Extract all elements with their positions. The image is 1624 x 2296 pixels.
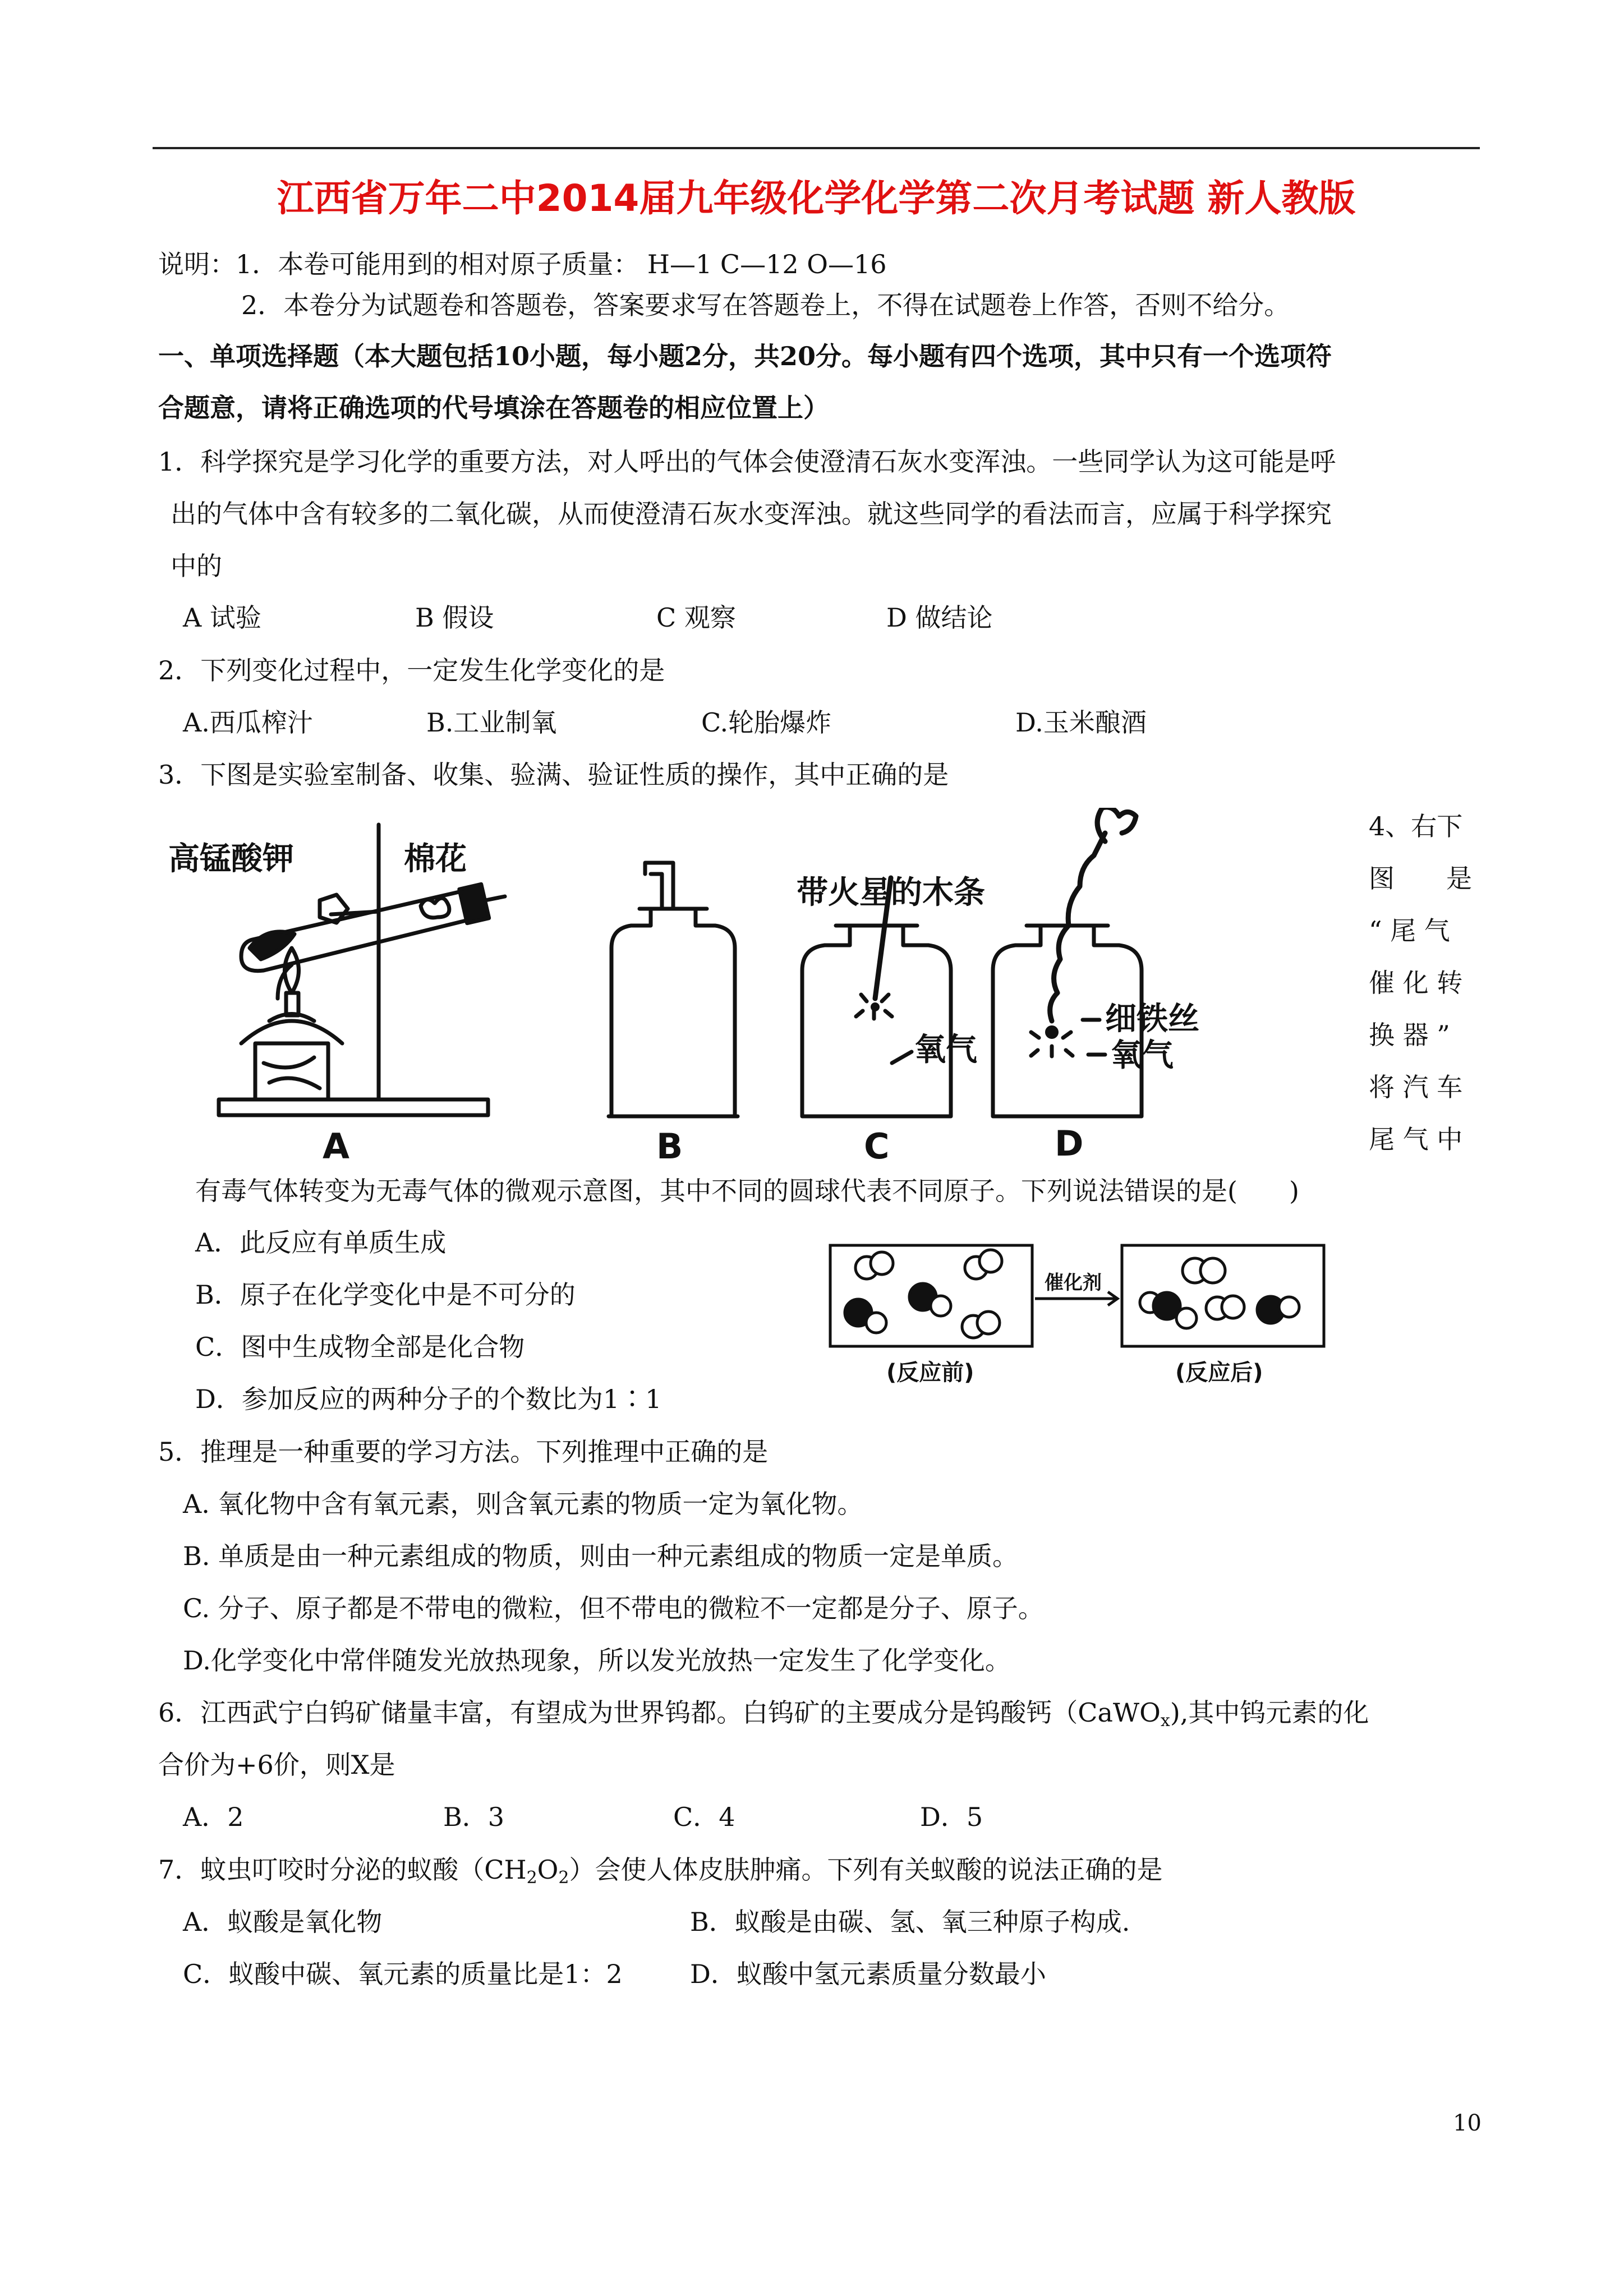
- q6-option-a: A．2: [183, 1802, 244, 1832]
- label-letter-c: C: [864, 1126, 890, 1167]
- q5-stem: 5．推理是一种重要的学习方法。下列推理中正确的是: [158, 1437, 769, 1467]
- q7-option-c: C．蚁酸中碳、氧元素的质量比是1：2: [183, 1959, 623, 1989]
- q3-apparatus-figure: [157, 808, 1346, 1167]
- q5-option-a: A. 氧化物中含有氧元素，则含氧元素的物质一定为氧化物。: [183, 1489, 863, 1519]
- burning-spark: [1045, 1025, 1059, 1039]
- q6-option-b: B．3: [443, 1802, 505, 1832]
- label-letter-a: A: [323, 1126, 349, 1167]
- label-kmno4: 高锰酸钾: [168, 841, 294, 877]
- section-1-heading-line-2: 合题意，请将正确选项的代号填涂在答题卷的相应位置上）: [158, 393, 829, 423]
- q1-option-d: D 做结论: [886, 602, 993, 633]
- q2-option-c: C.轮胎爆炸: [701, 707, 832, 738]
- q5-option-d: D.化学变化中常伴随发光放热现象，所以发光放热一定发生了化学变化。: [183, 1645, 1011, 1676]
- q2-option-a: A.西瓜榨汁: [183, 707, 313, 738]
- q4-option-c: C．图中生成物全部是化合物: [195, 1332, 525, 1362]
- gas-bottle-c: [802, 926, 951, 1116]
- q4-side-line-7: 尾 气 中: [1369, 1124, 1463, 1154]
- q1-option-c: C 观察: [656, 602, 736, 633]
- q6-stem-line-2: 合价为+6价，则X是: [158, 1750, 395, 1780]
- label-letter-d: D: [1055, 1123, 1084, 1164]
- q1-option-b: B 假设: [415, 602, 494, 633]
- q1-stem-line-1: 1．科学探究是学习化学的重要方法，对人呼出的气体会使澄清石灰水变浑浊。一些同学认为这可能是呼: [158, 447, 1336, 477]
- q4-option-d: D．参加反应的两种分子的个数比为1∶1: [195, 1384, 662, 1414]
- q4-side-line-3: “ 尾 气: [1369, 915, 1450, 946]
- label-glowing-splint: 带火星的木条: [797, 875, 985, 911]
- label-letter-b: B: [656, 1126, 683, 1167]
- cotton: [421, 898, 449, 918]
- q3-stem: 3．下图是实验室制备、收集、验满、验证性质的操作，其中正确的是: [158, 760, 949, 790]
- q4-side-line-2: 图 是: [1369, 863, 1472, 894]
- q2-option-b: B.工业制氧: [426, 707, 557, 738]
- label-iron-wire: 细铁丝: [1105, 1001, 1199, 1037]
- q4-reaction-diagram: [825, 1234, 1329, 1402]
- q4-side-line-6: 将 汽 车: [1369, 1072, 1463, 1102]
- q7-option-b: B．蚁酸是由碳、氢、氧三种原子构成.: [690, 1907, 1130, 1937]
- label-oxygen-c: 氧气: [914, 1032, 977, 1068]
- label-oxygen-d: 氧气: [1111, 1037, 1174, 1074]
- header-rule: [153, 147, 1480, 149]
- q4-side-line-1: 4、右下: [1369, 811, 1463, 841]
- q7-stem: 7．蚊虫叮咬时分泌的蚁酸$(CH_2O_2)$会使人体皮肤肿痛。下列有关蚁酸的说法正确的是: [158, 1855, 1163, 1888]
- page-title: 江西省万年二中2014届九年级化学化学第二次月考试题 新人教版: [277, 177, 1356, 220]
- q1-option-a: A 试验: [183, 602, 261, 633]
- q5-option-b: B. 单质是由一种元素组成的物质，则由一种元素组成的物质一定是单质。: [183, 1541, 1019, 1571]
- page-number: 10: [1453, 2110, 1482, 2136]
- q4-option-a: A．此反应有单质生成: [195, 1227, 447, 1258]
- q4-side-line-4: 催 化 转: [1369, 968, 1463, 998]
- q6-option-c: C．4: [673, 1802, 735, 1832]
- q2-option-d: D.玉米酿酒: [1015, 707, 1147, 738]
- q4-side-line-5: 换 器 ”: [1369, 1020, 1450, 1050]
- q7-option-a: A．蚁酸是氧化物: [183, 1907, 383, 1937]
- q2-stem: 2．下列变化过程中，一定发生化学变化的是: [158, 655, 665, 685]
- q7-option-d: D．蚁酸中氢元素质量分数最小: [690, 1959, 1046, 1989]
- after-label: (反应后): [1175, 1360, 1263, 1386]
- before-label: (反应前): [886, 1360, 974, 1386]
- q1-stem-line-2: 出的气体中含有较多的二氧化碳，从而使澄清石灰水变浑浊。就这些同学的看法而言，应属于科学探究: [171, 499, 1332, 529]
- q6-stem-line-1: 6．江西武宁白钨矿储量丰富，有望成为世界钨都。白钨矿的主要成分是钨酸钙（CaWO$_x$),其中钨元素的化: [158, 1697, 1369, 1731]
- note-line-1: 说明：1．本卷可能用到的相对原子质量： H—1 C—12 O—16: [158, 249, 887, 279]
- label-cotton: 棉花: [404, 841, 467, 877]
- q1-stem-line-3: 中的: [171, 551, 222, 581]
- gas-bottle-b: [611, 909, 735, 1116]
- note-line-2: 2．本卷分为试题卷和答题卷，答案要求写在答题卷上，不得在试题卷上作答，否则不给分。: [241, 290, 1290, 320]
- q6-option-d: D．5: [920, 1802, 983, 1832]
- iron-wire: [1050, 808, 1136, 1021]
- section-1-heading-line-1: 一、单项选择题（本大题包括10小题，每小题2分，共20分。每小题有四个选项，其中只有一个选项符: [158, 341, 1332, 371]
- q4-stem-continuation: 有毒气体转变为无毒气体的微观示意图，其中不同的圆球代表不同原子。下列说法错误的是( ): [195, 1176, 1299, 1206]
- q4-option-b: B．原子在化学变化中是不可分的: [195, 1280, 576, 1310]
- catalyst-label: 催化剂: [1045, 1272, 1102, 1294]
- stand-base: [219, 1099, 488, 1115]
- q5-option-c: C. 分子、原子都是不带电的微粒，但不带电的微粒不一定都是分子、原子。: [183, 1593, 1044, 1623]
